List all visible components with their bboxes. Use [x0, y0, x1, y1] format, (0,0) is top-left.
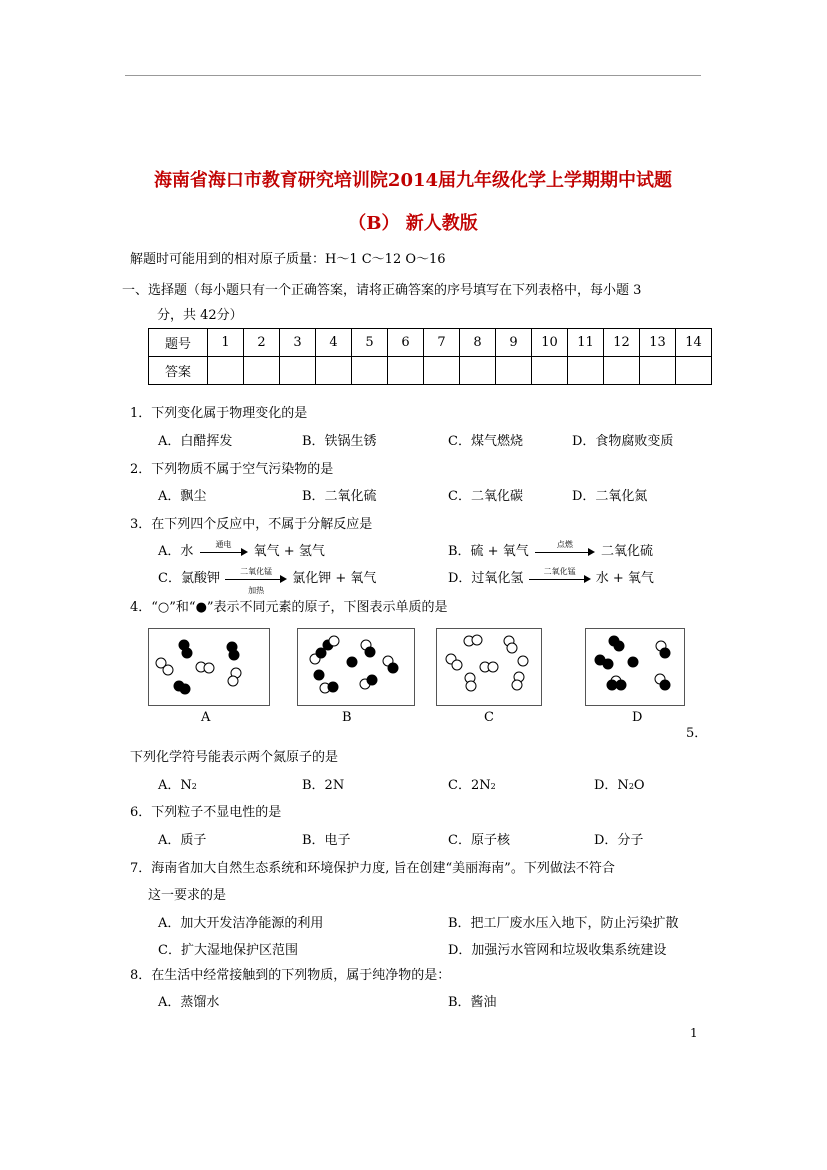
- table-cell: 11: [568, 329, 604, 357]
- q8-option-a: A．蒸馏水: [158, 995, 220, 1010]
- table-cell: 14: [676, 329, 712, 357]
- q5-option-a: [158, 774, 197, 793]
- question-7-cont: 这一要求的是: [148, 888, 227, 903]
- reaction-arrow: [535, 539, 595, 559]
- q7-option-d: D．加强污水管网和垃圾收集系统建设: [448, 943, 667, 958]
- q3-c-product: 氯化钾 + 氧气: [292, 571, 377, 586]
- q3-d-reactant: D．过氧化氢: [448, 571, 524, 586]
- table-cell: 1: [208, 329, 244, 357]
- q7-option-a: A．加大开发洁净能源的利用: [158, 916, 324, 931]
- answer-cell[interactable]: [640, 357, 676, 385]
- q6-option-c: C．原子核: [448, 833, 510, 848]
- reaction-arrow: [529, 566, 591, 586]
- reaction-condition: 二氧化锰: [240, 566, 273, 576]
- q6-option-d: D．分子: [594, 833, 644, 848]
- atomic-masses: 解题时可能用到的相对原子质量：H～1 C～12 O～16: [130, 252, 446, 267]
- table-row: [149, 329, 712, 357]
- reaction-condition: 点燃: [556, 539, 573, 549]
- q8-option-b: B．酱油: [448, 995, 497, 1010]
- table-cell: 12: [604, 329, 640, 357]
- reaction-arrow: [225, 566, 287, 595]
- q3-a-product: 氧气 + 氢气: [253, 544, 325, 559]
- section-heading: 一、选择题（每小题只有一个正确答案，请将正确答案的序号填写在下列表格中，每小题 3: [122, 283, 642, 298]
- answer-cell[interactable]: [424, 357, 460, 385]
- question-2: 2．下列物质不属于空气污染物的是: [130, 462, 334, 477]
- answer-cell[interactable]: [352, 357, 388, 385]
- reaction-condition: 通电: [215, 539, 232, 549]
- open-circle-icon: ○: [157, 600, 170, 615]
- particle-diagram: [586, 629, 684, 705]
- question-7: 7．海南省加大自然生态系统和环境保护力度, 旨在创建“美丽海南”。下列做法不符合: [130, 861, 615, 876]
- answer-cell[interactable]: [496, 357, 532, 385]
- filled-circle-icon: ●: [195, 600, 207, 615]
- reaction-condition: 二氧化锰: [543, 566, 576, 576]
- diagram-label-a: A: [201, 710, 211, 725]
- table-cell: 10: [532, 329, 568, 357]
- q3-option-a: [158, 540, 325, 559]
- q3-b-reactant: B．硫 + 氧气: [448, 544, 529, 559]
- q1-option-b: B．铁锅生锈: [302, 434, 377, 449]
- exam-subtitle: （B） 新人教版: [348, 213, 478, 234]
- q2-option-d: D．二氧化氮: [572, 489, 648, 504]
- answer-cell[interactable]: [280, 357, 316, 385]
- question-3: 3．在下列四个反应中，不属于分解反应是: [130, 517, 373, 532]
- particle-diagram: [298, 629, 414, 705]
- table-cell: 8: [460, 329, 496, 357]
- option-text: A．N: [158, 778, 192, 793]
- q7-option-c: C．扩大湿地保护区范围: [158, 943, 298, 958]
- q3-c-reactant: C．氯酸钾: [158, 571, 220, 586]
- subscript: 2: [628, 782, 634, 791]
- q5-option-d: [594, 774, 645, 793]
- option-text: C．2N: [448, 778, 491, 793]
- particle-diagram: [149, 629, 269, 705]
- table-cell: 13: [640, 329, 676, 357]
- q6-option-b: B．电子: [302, 833, 351, 848]
- q3-option-d: [448, 567, 654, 586]
- reaction-condition: 加热: [248, 585, 265, 595]
- q4-text: 4．“: [130, 600, 158, 615]
- particle-diagram: [437, 629, 541, 705]
- diagram-label-b: B: [342, 710, 352, 725]
- q4-text: ”和“: [169, 600, 196, 615]
- answer-cell[interactable]: [604, 357, 640, 385]
- answer-table: [148, 328, 712, 385]
- q3-b-product: 二氧化硫: [601, 544, 654, 559]
- q3-d-product: 水 + 氧气: [595, 571, 654, 586]
- table-cell: 7: [424, 329, 460, 357]
- diagram-label-c: C: [484, 710, 494, 725]
- answer-cell[interactable]: [460, 357, 496, 385]
- question-5-number: 5．: [686, 726, 708, 741]
- diagram-b: [297, 628, 415, 706]
- question-5: 下列化学符号能表示两个氮原子的是: [130, 750, 339, 765]
- row-header: 答案: [149, 357, 208, 385]
- answer-cell[interactable]: [244, 357, 280, 385]
- q2-option-a: A．飘尘: [158, 489, 207, 504]
- table-row: [149, 357, 712, 385]
- table-cell: 9: [496, 329, 532, 357]
- q3-a-reactant: A．水: [158, 544, 194, 559]
- row-header: 题号: [149, 329, 208, 357]
- question-1: 1．下列变化属于物理变化的是: [130, 406, 308, 421]
- table-cell: 4: [316, 329, 352, 357]
- diagram-c: [436, 628, 542, 706]
- q6-option-a: A．质子: [158, 833, 207, 848]
- reaction-arrow: [200, 539, 248, 559]
- q3-option-b: [448, 540, 653, 559]
- answer-cell[interactable]: [676, 357, 712, 385]
- q1-option-d: D．食物腐败变质: [572, 434, 674, 449]
- q7-option-b: B．把工厂废水压入地下，防止污染扩散: [448, 916, 679, 931]
- q1-option-a: A．白醋挥发: [158, 434, 233, 449]
- q5-option-c: [448, 774, 496, 793]
- diagram-label-d: D: [632, 710, 643, 725]
- q3-option-c: [158, 566, 377, 595]
- table-cell: 6: [388, 329, 424, 357]
- question-6: 6．下列粒子不显电性的是: [130, 805, 282, 820]
- answer-cell[interactable]: [532, 357, 568, 385]
- answer-cell[interactable]: [316, 357, 352, 385]
- table-cell: 2: [244, 329, 280, 357]
- q5-option-b: B．2N: [302, 778, 345, 793]
- option-text: D．N: [594, 778, 629, 793]
- subscript: 2: [490, 782, 496, 791]
- header-rule: [125, 75, 701, 76]
- q1-option-c: C．煤气燃烧: [448, 434, 523, 449]
- exam-title: 海南省海口市教育研究培训院2014届九年级化学上学期期中试题: [153, 170, 673, 191]
- answer-cell[interactable]: [388, 357, 424, 385]
- section-heading-cont: 分，共 42分）: [157, 308, 243, 323]
- question-4: [130, 596, 448, 615]
- diagram-d: [585, 628, 685, 706]
- diagram-a: [148, 628, 270, 706]
- question-8: 8．在生活中经常接触到的下列物质，属于纯净物的是：: [130, 968, 451, 983]
- answer-cell[interactable]: [568, 357, 604, 385]
- page-number: 1: [690, 1026, 698, 1040]
- q2-option-b: B．二氧化硫: [302, 489, 377, 504]
- table-cell: 5: [352, 329, 388, 357]
- table-cell: 3: [280, 329, 316, 357]
- q4-text: ”表示不同元素的原子，下图表示单质的是: [206, 600, 448, 615]
- subscript: 2: [191, 782, 197, 791]
- q2-option-c: C．二氧化碳: [448, 489, 523, 504]
- answer-cell[interactable]: [208, 357, 244, 385]
- option-text: O: [633, 778, 645, 793]
